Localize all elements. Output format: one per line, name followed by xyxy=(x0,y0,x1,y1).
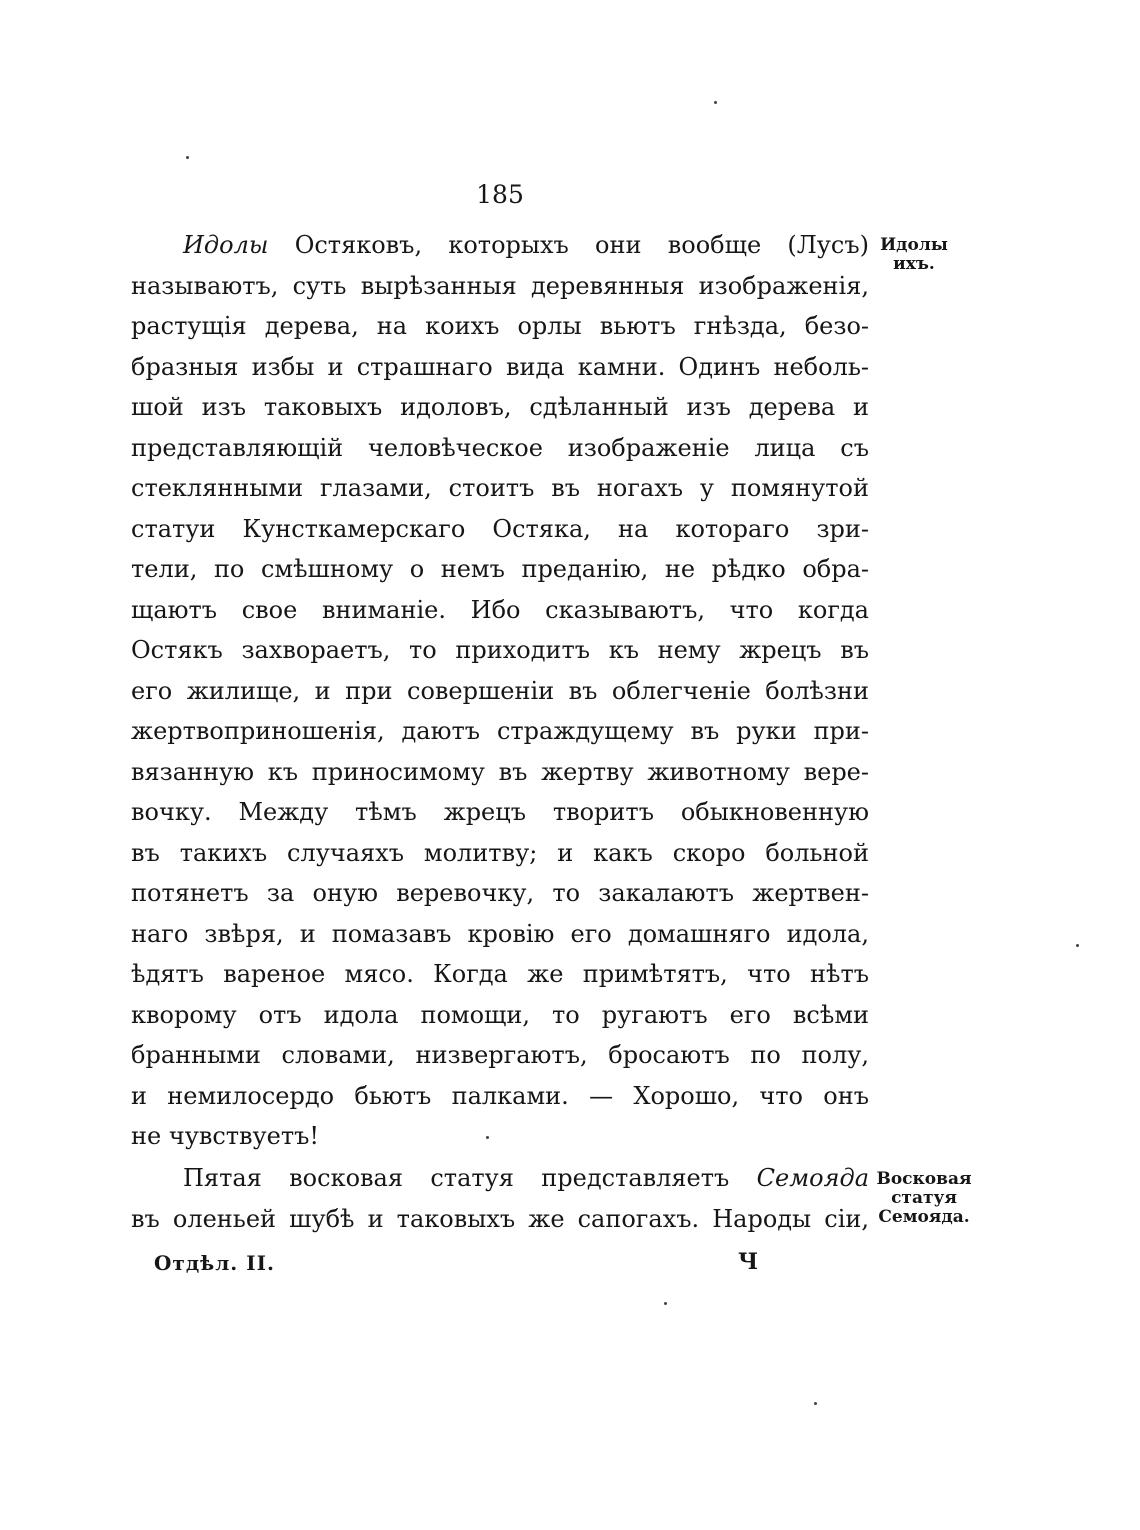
text-line: шой изъ таковыхъ идоловъ, сдѣланный изъ дерева и xyxy=(131,393,869,421)
footer-signature: Отдѣл. II. xyxy=(154,1251,275,1275)
margin-note-line: Восковая xyxy=(876,1169,972,1189)
margin-note-line: статуя xyxy=(891,1188,957,1208)
page-number: 185 xyxy=(476,180,524,209)
paragraph-idols xyxy=(131,225,869,1157)
text-line xyxy=(131,1158,869,1199)
text-line: наго звѣря, и помазавъ кровію его домашняго идола, xyxy=(131,919,869,948)
print-speck xyxy=(186,156,189,159)
text-line: стеклянными глазами, стоитъ въ ногахъ у помянутой xyxy=(131,474,869,502)
text-fragment: Остяковъ, которыхъ они вообще (Лусъ) xyxy=(268,231,869,259)
text-line: потянетъ за оную веревочку, то закалаютъ жертвен- xyxy=(131,879,869,907)
print-speck xyxy=(486,1136,489,1139)
text-line: статуи Кунсткамерскаго Остяка, на котораго зри- xyxy=(131,514,869,543)
text-line: Остякъ захвораетъ, то приходитъ къ нему жрецъ въ xyxy=(131,636,869,664)
text-line: не чувствуетъ! xyxy=(131,1122,320,1150)
print-speck xyxy=(1076,944,1079,947)
footer-signature-mark: Ч xyxy=(738,1249,759,1275)
text-line: бранными словами, низвергаютъ, бросаютъ по полу, xyxy=(131,1041,869,1069)
print-speck xyxy=(714,101,717,104)
text-line: и немилосердо бьютъ палками. — Хорошо, что онъ xyxy=(131,1081,869,1110)
text-line: бразныя избы и страшнаго вида камни. Одинъ неболь- xyxy=(131,352,869,381)
margin-note-wax-statue xyxy=(872,1170,976,1227)
text-line: вочку. Между тѣмъ жрецъ творитъ обыкновенную xyxy=(131,798,869,826)
text-line: тели, по смѣшному о немъ преданію, не рѣдко обра- xyxy=(131,555,869,583)
print-speck xyxy=(664,1302,667,1305)
text-line: въ оленьей шубѣ и таковыхъ же сапогахъ. Народы сіи, xyxy=(131,1204,869,1233)
italic-term: Семоядa xyxy=(756,1164,869,1192)
paragraph-wax-statue xyxy=(131,1158,869,1239)
print-speck xyxy=(814,1402,817,1405)
text-line xyxy=(131,225,869,266)
text-fragment: Пятая восковая статуя представляетъ xyxy=(183,1164,757,1192)
text-line: жертвоприношенія, даютъ страждущему въ руки при- xyxy=(131,717,869,745)
italic-term: Идолы xyxy=(183,231,269,259)
text-line: щаютъ свое вниманіе. Ибо сказываютъ, что когда xyxy=(131,595,869,624)
margin-note-idols xyxy=(876,236,952,274)
text-line: кворому отъ идола помощи, то ругаютъ его всѣми xyxy=(131,1000,869,1029)
text-line: растущія дерева, на коихъ орлы вьютъ гнѣзда, безо- xyxy=(131,312,869,340)
margin-note-line: ихъ. xyxy=(893,254,935,274)
text-line: въ такихъ случаяхъ молитву; и какъ скоро больной xyxy=(131,838,869,867)
text-line: вязанную къ приносимому въ жертву животному вере- xyxy=(131,757,869,786)
text-line: его жилище, и при совершеніи въ облегченіе болѣзни xyxy=(131,676,869,705)
margin-note-line: Идолы xyxy=(880,235,948,255)
margin-note-line: Семоядa. xyxy=(878,1207,970,1227)
text-line: ѣдятъ вареное мясо. Когда же примѣтятъ, что нѣтъ xyxy=(131,960,869,988)
text-line: представляющій человѣческое изображеніе лица съ xyxy=(131,433,869,462)
text-line: называютъ, суть вырѣзанныя деревянныя изображенія, xyxy=(131,271,869,300)
